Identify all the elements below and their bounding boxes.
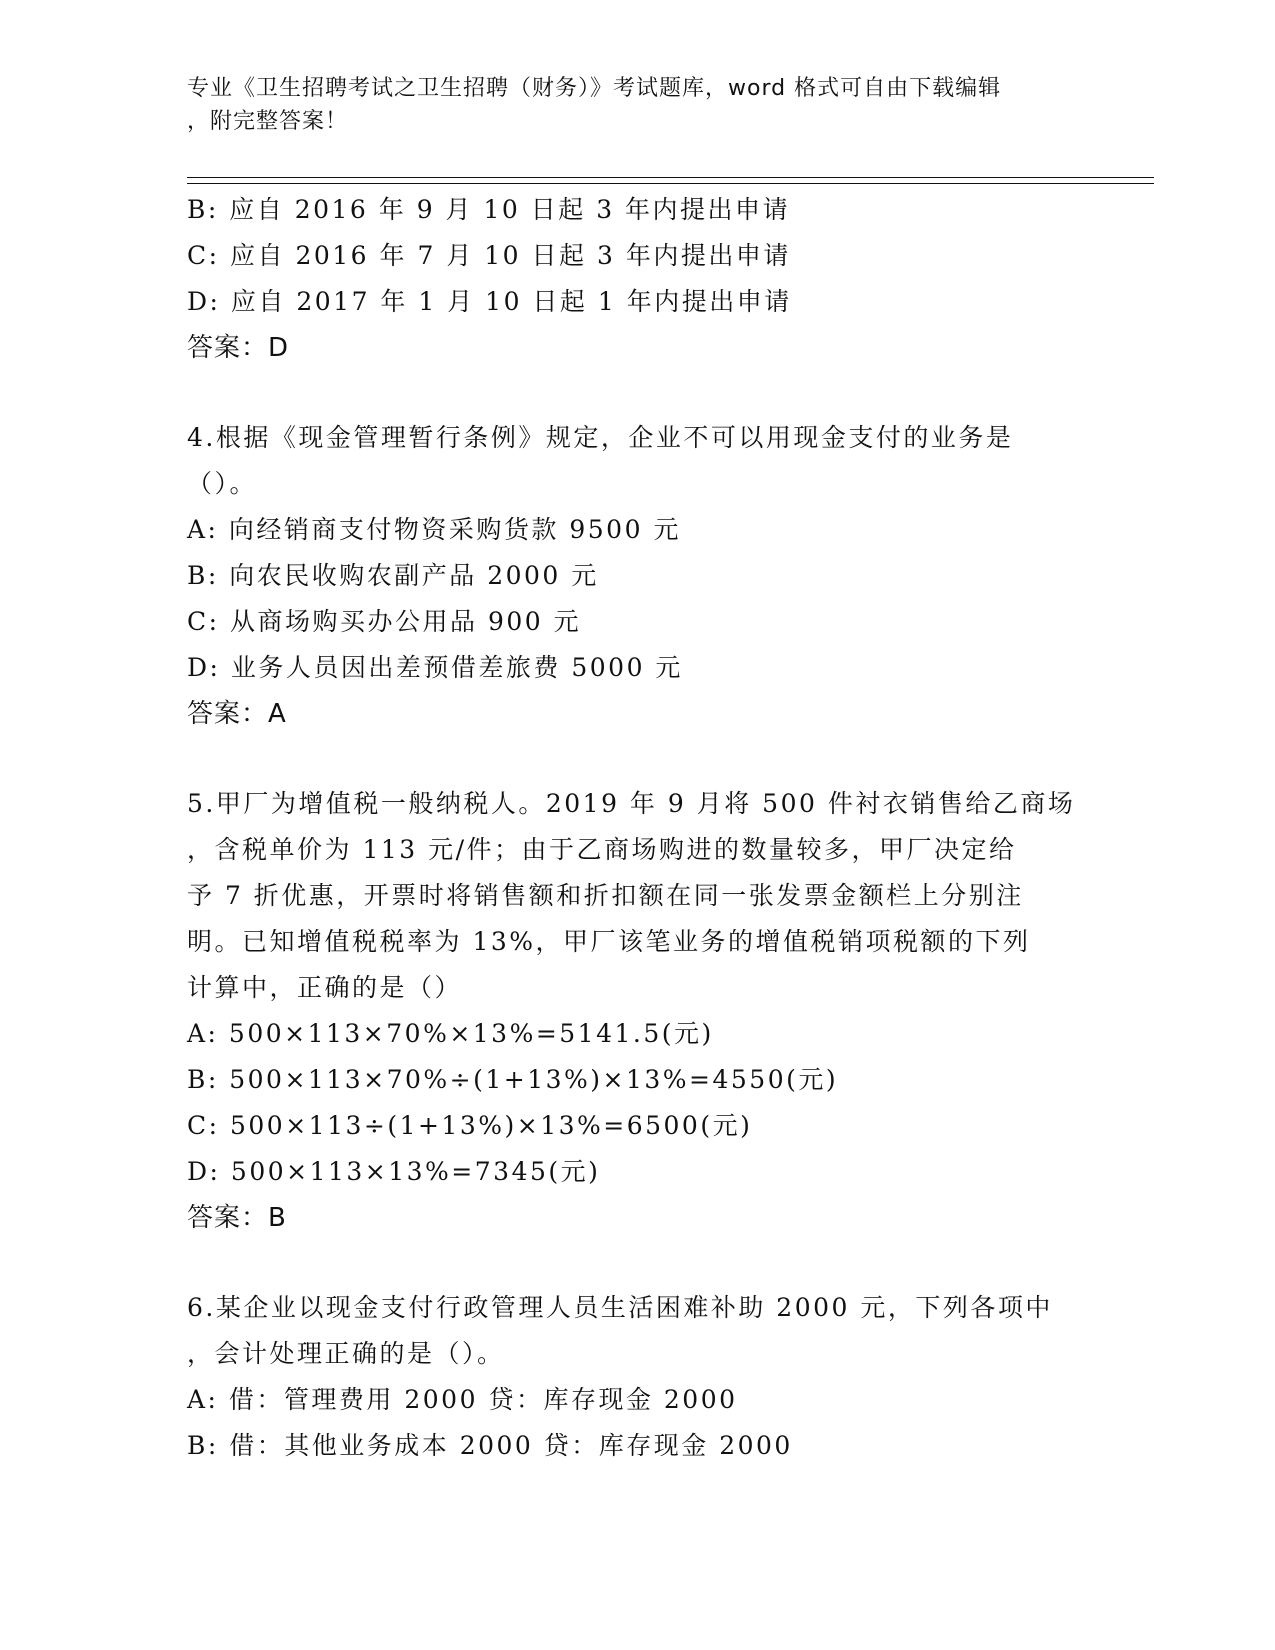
option-b: B: 向农民收购农副产品 2000 元	[187, 561, 599, 590]
question-6	[187, 1285, 1072, 1469]
option-c: C: 500×113÷(1+13%)×13%=6500(元)	[187, 1111, 753, 1140]
question-3-continued	[187, 187, 1072, 371]
option-b: B: 应自 2016 年 9 月 10 日起 3 年内提出申请	[187, 195, 791, 224]
option-d: D: 业务人员因出差预借差旅费 5000 元	[187, 653, 683, 682]
question-stem-line: 6.某企业以现金支付行政管理人员生活困难补助 2000 元，下列各项中	[187, 1293, 1053, 1322]
option-d: D: 500×113×13%=7345(元)	[187, 1157, 601, 1186]
question-stem-line: （）。	[187, 469, 258, 498]
option-d: D: 应自 2017 年 1 月 10 日起 1 年内提出申请	[187, 287, 792, 316]
question-stem-line: 明。已知增值税税率为 13%，甲厂该笔业务的增值税销项税额的下列	[187, 927, 1031, 956]
header-divider-top	[187, 177, 1154, 178]
question-stem-line: 计算中，正确的是（）	[187, 973, 463, 1002]
header-divider-bottom	[187, 183, 1154, 184]
question-stem-line: ，含税单价为 113 元/件；由于乙商场购进的数量较多，甲厂决定给	[187, 835, 1017, 864]
option-c: C: 应自 2016 年 7 月 10 日起 3 年内提出申请	[187, 241, 791, 270]
option-b: B: 借：其他业务成本 2000 贷：库存现金 2000	[187, 1431, 793, 1460]
option-a: A: 借：管理费用 2000 贷：库存现金 2000	[187, 1385, 738, 1414]
question-stem-line: 予 7 折优惠，开票时将销售额和折扣额在同一张发票金额栏上分别注	[187, 881, 1024, 910]
option-b: B: 500×113×70%÷(1+13%)×13%=4550(元)	[187, 1065, 839, 1094]
question-stem-line: ，会计处理正确的是（）。	[187, 1339, 505, 1368]
question-4	[187, 415, 1072, 737]
question-5	[187, 781, 1076, 1241]
spacer	[187, 737, 1072, 781]
answer-line: 答案：D	[187, 333, 290, 363]
option-a: A: 向经销商支付物资采购货款 9500 元	[187, 515, 681, 544]
answer-line: 答案：A	[187, 699, 287, 729]
spacer	[187, 1241, 1072, 1285]
document-header: 专业《卫生招聘考试之卫生招聘（财务）》考试题库，word 格式可自由下载编辑 ，附完整答案！	[187, 76, 1002, 134]
answer-line: 答案：B	[187, 1203, 287, 1233]
question-stem-line: 5.甲厂为增值税一般纳税人。2019 年 9 月将 500 件衬衣销售给乙商场	[187, 789, 1076, 818]
question-content	[187, 187, 1076, 1469]
spacer	[187, 371, 1072, 415]
option-c: C: 从商场购买办公用品 900 元	[187, 607, 582, 636]
question-stem-line: 4.根据《现金管理暂行条例》规定，企业不可以用现金支付的业务是	[187, 423, 1014, 452]
option-a: A: 500×113×70%×13%=5141.5(元)	[187, 1019, 714, 1048]
